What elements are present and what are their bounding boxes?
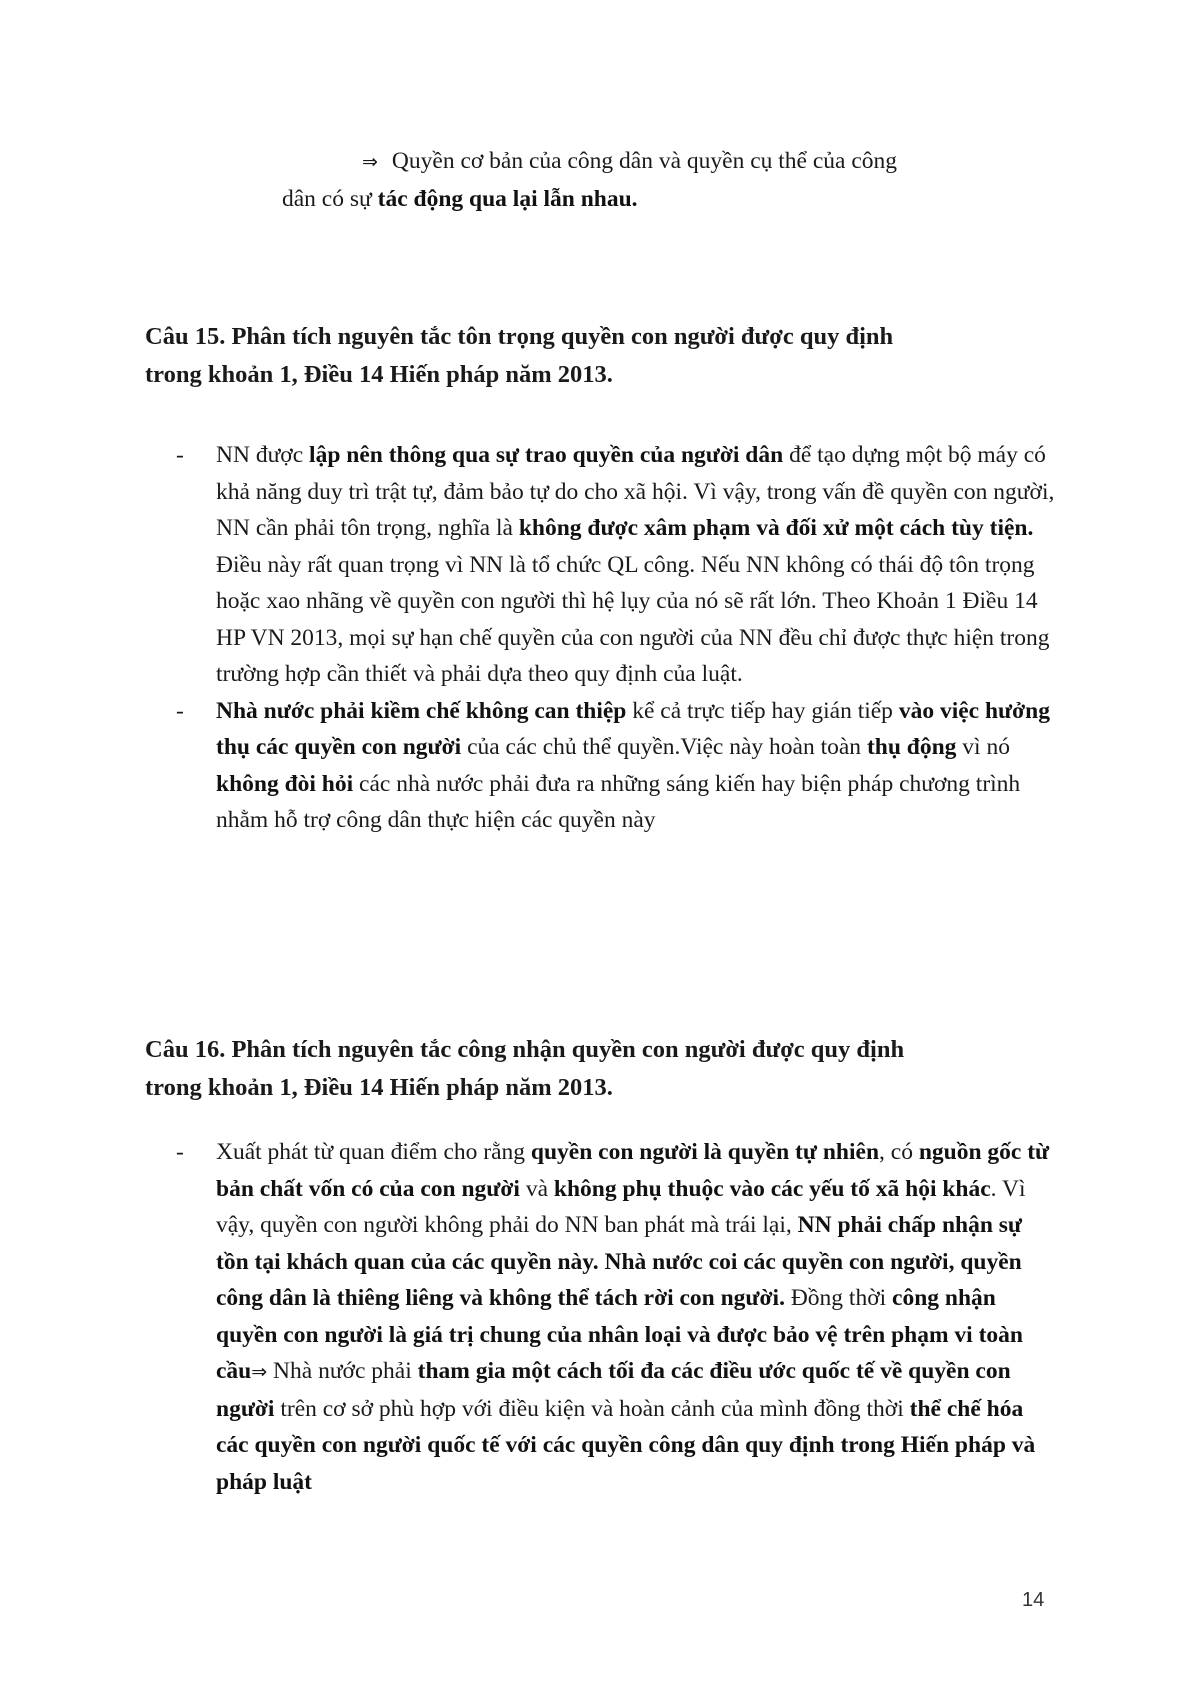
q16-b1-text-5: Đồng thời xyxy=(784,1285,893,1311)
q16-heading-line-1: Câu 16. Phân tích nguyên tắc công nhận quyền con người được quy định xyxy=(145,1036,905,1063)
q16-b1-bold-1: quyền con người là quyền tự nhiên xyxy=(530,1139,880,1165)
q15-b1-bold-1: lập nên thông qua sự trao quyền của người dân xyxy=(309,442,784,468)
q15-heading-line-1: Câu 15. Phân tích nguyên tắc tôn trọng quyền con người được quy định xyxy=(145,323,894,350)
q15-b2-bold-4: không đòi hỏi xyxy=(216,770,354,797)
q16-b1-bold-5: công nhận quyền con người là giá trị chung của nhân loại và được bảo vệ trên phạm vi toàn cầu xyxy=(216,1285,1023,1384)
q15-b1-text-1: NN được xyxy=(216,442,310,468)
conclusion-line-2 xyxy=(282,181,1042,218)
q15-bullet-2 xyxy=(176,693,1056,839)
q16-b1-text-3: và xyxy=(519,1175,554,1202)
q15-b2-bold-3: thụ động xyxy=(866,734,957,760)
q15-b1-text-3: Điều này rất quan trọng vì NN là tổ chức QL công. Nếu NN không có thái độ tôn trọng hoặc xao nhãng về quyền con người thì hệ lụy của nó sẽ rất lớn. Theo Khoản 1 Điều 14 HP VN 2013, mọi sự hạn chế quyền của con người của NN đều chỉ được thực hiện trong trường hợp cần thiết và phải dựa theo quy định của luật. xyxy=(216,551,1050,687)
q16-b1-text-1: Xuất phát từ quan điểm cho rằng xyxy=(216,1139,531,1165)
conclusion-line-1 xyxy=(282,143,1042,181)
q15-b2-text-1: kể cả trực tiếp hay gián tiếp xyxy=(626,697,899,724)
q16-bullet-1 xyxy=(176,1134,1056,1500)
implies-arrow-icon: ⇒ xyxy=(362,151,378,173)
conclusion-text-a: Quyền cơ bản của công dân và quyền cụ thể của công xyxy=(391,148,897,174)
q15-heading xyxy=(145,318,1080,394)
conclusion-bold: tác động qua lại lẫn nhau. xyxy=(377,185,638,212)
q16-b1-bold-6: tham gia một cách tối đa các điều ước quốc tế về quyền con người xyxy=(216,1358,1011,1422)
q15-b1-text-2: để tạo dựng một bộ máy có khả năng duy trì trật tự, đảm bảo tự do cho xã hội. Vì vậy, trong vấn đề quyền con người, NN cần phải tôn trọng, nghĩa là xyxy=(216,442,1055,541)
q16-b1-text-7: trên cơ sở phù hợp với điều kiện và hoàn cảnh của mình đồng thời xyxy=(274,1395,910,1422)
q16-b1-text-4: . Vì vậy, quyền con người không phải do NN ban phát mà trái lại, xyxy=(216,1175,1026,1238)
q15-b2-bold-1: Nhà nước phải kiềm chế không can thiệp xyxy=(216,697,627,724)
q15-b2-text-4: các nhà nước phải đưa ra những sáng kiến hay biện pháp chương trình nhằm hỗ trợ công dân thực hiện các quyền này xyxy=(216,770,1021,833)
q15-b1-bold-2: không được xâm phạm và đối xử một cách tùy tiện. xyxy=(518,515,1034,541)
q16-bullet-list xyxy=(176,1134,1056,1500)
q16-heading xyxy=(145,1031,1080,1107)
implies-arrow-icon: ⇒ xyxy=(251,1361,268,1383)
q16-b1-text-2: , có xyxy=(879,1139,919,1165)
dash-bullet: - xyxy=(176,1139,184,1165)
dash-bullet: - xyxy=(176,697,184,724)
q16-b1-bold-7: thể chế hóa các quyền con người quốc tế với các quyền công dân quy định trong Hiến pháp và pháp luật xyxy=(216,1395,1036,1495)
q16-heading-line-2: trong khoản 1, Điều 14 Hiến pháp năm 2013. xyxy=(145,1074,613,1101)
conclusion-paragraph xyxy=(282,143,1042,217)
q15-bullet-1 xyxy=(176,437,1056,693)
q15-b2-text-2: của các chủ thể quyền.Việc này hoàn toàn xyxy=(461,734,867,760)
q16-b1-bold-2: nguồn gốc từ bản chất vốn có của con người xyxy=(216,1139,1050,1202)
q16-b1-bold-3: không phụ thuộc vào các yếu tố xã hội khác xyxy=(553,1175,991,1202)
q15-b2-bold-2: vào việc hưởng thụ các quyền con người xyxy=(216,697,1050,760)
conclusion-text-b: dân có sự xyxy=(282,185,378,212)
q15-b2-text-3: vì nó xyxy=(956,734,1010,760)
page-number: 14 xyxy=(1022,1589,1045,1611)
q15-heading-line-2: trong khoản 1, Điều 14 Hiến pháp năm 2013. xyxy=(145,361,613,388)
q15-bullet-list xyxy=(176,437,1056,839)
q16-b1-text-6: Nhà nước phải xyxy=(267,1358,418,1384)
dash-bullet: - xyxy=(176,442,184,468)
q16-b1-bold-4: NN phải chấp nhận sự tồn tại khách quan của các quyền này. Nhà nước coi các quyền con người, quyền công dân là thiêng liêng và không thể tách rời con người. xyxy=(216,1212,1023,1311)
